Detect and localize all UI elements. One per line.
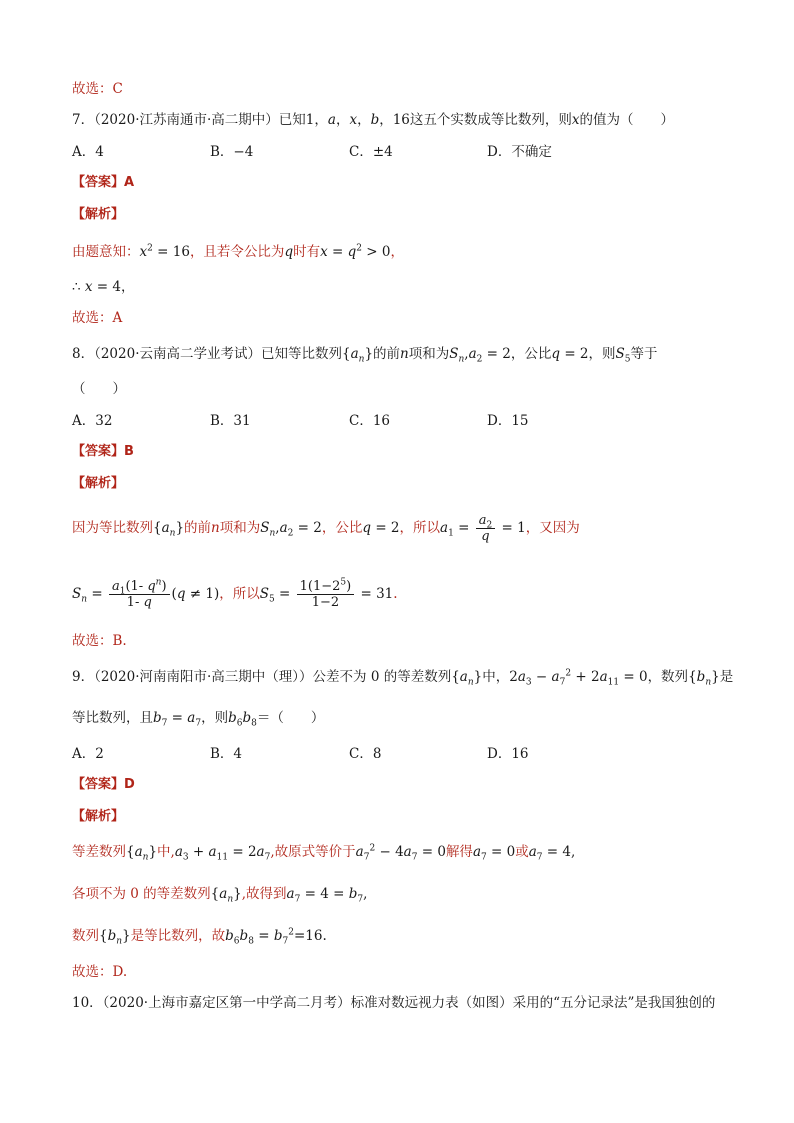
question-9-stem-cont: 等比数列，且$b_7 = a_7$，则$b_6b_8=$（ ） [72, 710, 325, 729]
q9-option-d: D．16 [487, 746, 529, 762]
q9-analysis-line1: 等差数列$\{a_n\}$中$,a_3 + a_{11} = 2a_7$,故原式等价于$a_7^2 - 4a_7 = 0$解得$a_7 = 0$或$a_7 = 4$, [72, 843, 576, 863]
choice-q8: 故选：B. [72, 633, 127, 649]
q7-analysis-line2: ∴ x = 4， [72, 279, 135, 295]
q8-option-d: D．15 [487, 413, 529, 429]
q8-option-c: C．16 [349, 413, 391, 429]
q7-option-b: B．−4 [210, 144, 254, 160]
question-8-stem-cont: （ ） [72, 381, 126, 397]
choice-q7: 故选：A [72, 310, 123, 326]
q9-analysis-label: 【解析】 [72, 809, 125, 824]
question-7-stem: 7．（2020·江苏南通市·高二期中）已知1，a，x，b，16这五个实数成等比数列，则x的值为（ ） [72, 112, 675, 128]
q8-answer: 【答案】B [72, 444, 134, 459]
q9-option-c: C．8 [349, 746, 382, 762]
q7-option-d: D．不确定 [487, 144, 552, 160]
q7-analysis-line1: 由题意知：$x^2 = 16$，且若令公比为q时有$x = q^2 > 0$， [72, 243, 404, 260]
q9-option-a: A．2 [72, 746, 104, 762]
q7-answer: 【答案】A [72, 175, 135, 190]
q8-analysis-line1: 因为等比数列$\{a_n\}$的前n项和为$S_n,a_2 = 2$，公比q = 2，所以$a_1$ = $\frac{a_2}{q}$ = 1，又因为 [72, 513, 580, 544]
choice-q9: 故选：D. [72, 964, 128, 980]
q9-analysis-line3: 数列$\{b_n\}$是等比数列，故$b_6b_8 = b_7^2=16$. [72, 927, 327, 947]
q9-option-b: B．4 [210, 746, 243, 762]
q9-analysis-line2: 各项不为 0 的等差数列$\{a_n\}$,故得到$a_7 = 4 = b_7$, [72, 886, 368, 905]
choice-q6: 故选：C [72, 81, 123, 97]
question-10-stem: 10．（2020·上海市嘉定区第一中学高二月考）标准对数远视力表（如图）采用的“五分记录法”是我国独创的 [72, 995, 716, 1011]
q8-option-a: A．32 [72, 413, 113, 429]
q8-analysis-label: 【解析】 [72, 476, 125, 491]
question-9-stem: 9．（2020·河南南阳市·高三期中（理））公差不为 0 的等差数列$\{a_n\}$中，$2a_3 - a_7^2 + 2a_{11} = 0$，数列$\{b_n\}$是 [72, 668, 734, 688]
q8-option-b: B．31 [210, 413, 251, 429]
q8-analysis-line2: $S_n$ = $\frac{a_1(1- q^n)}{1- q}$ (q ≠ 1)，所以$S_5$ = $\frac{1(1-2^5)}{1-2}$ = 31. [72, 577, 398, 610]
q7-option-c: C．±4 [349, 144, 393, 160]
q7-analysis-label: 【解析】 [72, 207, 125, 222]
question-8-stem: 8．（2020·云南高二学业考试）已知等比数列$\{a_n\}$的前n项和为$S_n,a_2 = 2$，公比q = 2，则$S_5$等于 [72, 346, 658, 365]
q9-answer: 【答案】D [72, 777, 135, 792]
q7-option-a: A．4 [72, 144, 104, 160]
